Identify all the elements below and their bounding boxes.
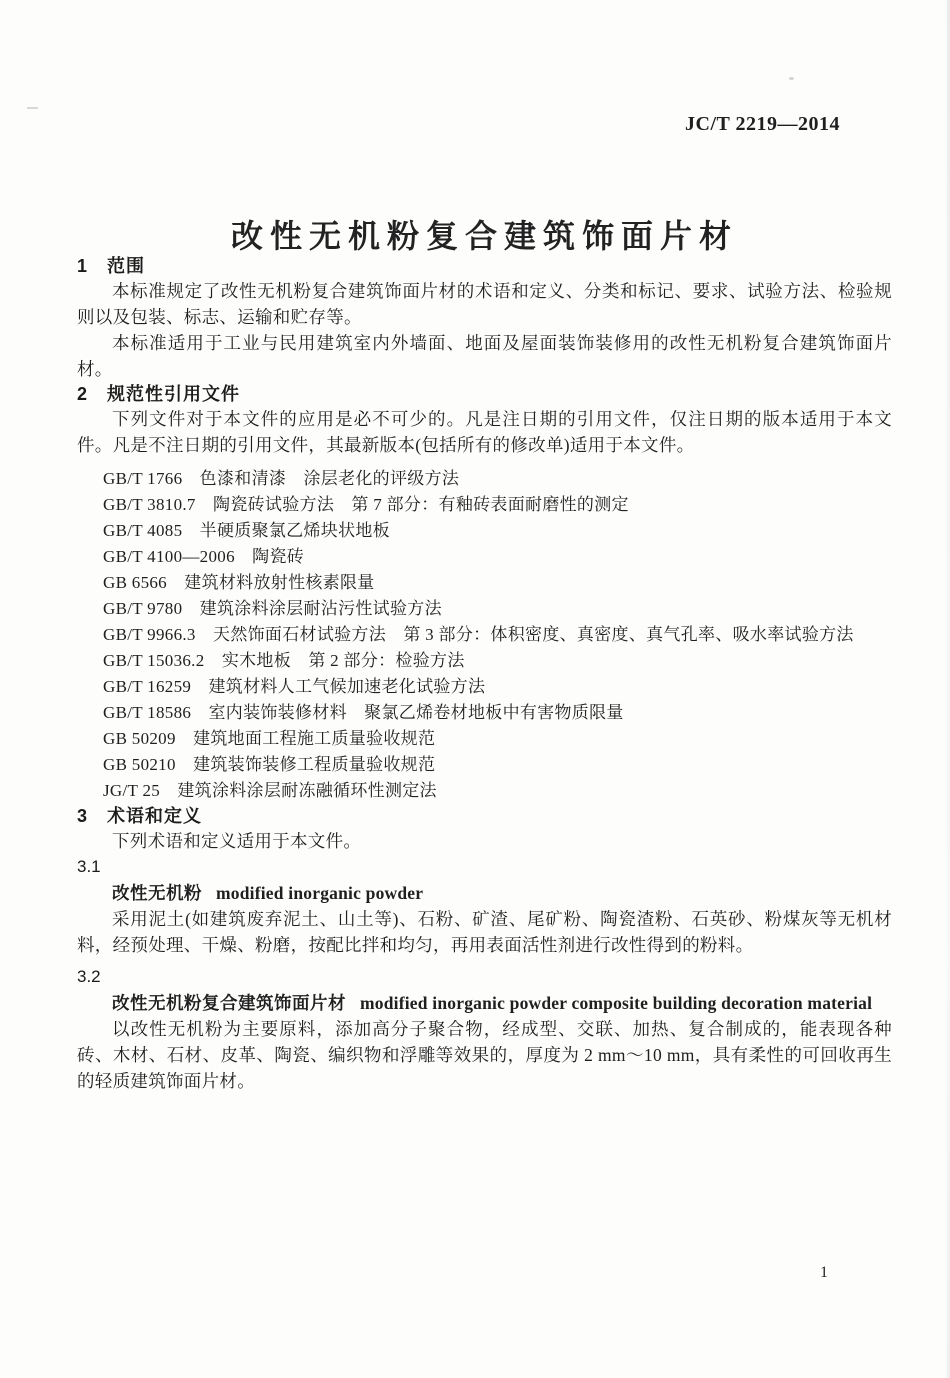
term-1: [77, 880, 892, 906]
reference-item: GB 6566 建筑材料放射性核素限量: [103, 573, 375, 592]
scan-artifact-dash: [27, 107, 38, 109]
term-2: [77, 990, 892, 1016]
reference-list: [77, 466, 892, 804]
term-2-zh: 改性无机粉复合建筑饰面片材: [112, 993, 346, 1013]
page-content: [77, 0, 892, 1094]
scope-paragraph-1: 本标准规定了改性无机粉复合建筑饰面片材的术语和定义、分类和标记、要求、试验方法、检验规则以及包装、标志、运输和贮存等。: [77, 281, 892, 327]
reference-item: GB/T 1766 色漆和清漆 涂层老化的评级方法: [103, 469, 460, 488]
reference-item: GB/T 9780 建筑涂料涂层耐沾污性试验方法: [103, 599, 442, 618]
terms-intro: 下列术语和定义适用于本文件。: [112, 831, 362, 851]
reference-item: GB/T 4085 半硬质聚氯乙烯块状地板: [103, 521, 390, 540]
term-1-definition: 采用泥土(如建筑废弃泥土、山土等)、石粉、矿渣、尾矿粉、陶瓷渣粉、石英砂、粉煤灰等无机材料，经预处理、干燥、粉磨，按配比拌和均匀，再用表面活性剂进行改性得到的粉料。: [77, 909, 892, 955]
term-1-zh: 改性无机粉: [112, 883, 202, 903]
section-heading-scope: 1 范围: [77, 256, 146, 276]
standard-code: JC/T 2219—2014: [685, 113, 840, 135]
page-number: 1: [820, 1264, 828, 1281]
references-intro: 下列文件对于本文件的应用是必不可少的。凡是注日期的引用文件，仅注日期的版本适用于本文件。凡是不注日期的引用文件，其最新版本(包括所有的修改单)适用于本文件。: [77, 409, 892, 455]
term-1-en: modified inorganic powder: [216, 883, 424, 903]
reference-item: GB/T 16259 建筑材料人工气候加速老化试验方法: [103, 677, 486, 696]
reference-item: JG/T 25 建筑涂料涂层耐冻融循环性测定法: [103, 781, 437, 800]
clause-number-3-2: 3.2: [77, 967, 101, 986]
scope-paragraph-2: 本标准适用于工业与民用建筑室内外墙面、地面及屋面装饰装修用的改性无机粉复合建筑饰面片材。: [77, 333, 892, 379]
reference-item: GB/T 15036.2 实木地板 第 2 部分：检验方法: [103, 651, 465, 670]
reference-item: GB 50210 建筑装饰装修工程质量验收规范: [103, 755, 436, 774]
reference-item: GB 50209 建筑地面工程施工质量验收规范: [103, 729, 436, 748]
document-title: 改性无机粉复合建筑饰面片材: [230, 218, 738, 254]
reference-item: GB/T 4100—2006 陶瓷砖: [103, 547, 305, 566]
section-heading-references: 2 规范性引用文件: [77, 384, 241, 404]
reference-item: GB/T 18586 室内装饰装修材料 聚氯乙烯卷材地板中有害物质限量: [103, 703, 624, 722]
reference-item: GB/T 3810.7 陶瓷砖试验方法 第 7 部分：有釉砖表面耐磨性的测定: [103, 495, 629, 514]
term-2-definition: 以改性无机粉为主要原料，添加高分子聚合物，经成型、交联、加热、复合制成的，能表现各种砖、木材、石材、皮革、陶瓷、编织物和浮雕等效果的，厚度为 2 mm～10 mm，具有柔性的可回收再生的轻质建筑饰面片材。: [77, 1019, 892, 1091]
reference-item: GB/T 9966.3 天然饰面石材试验方法 第 3 部分：体积密度、真密度、真气孔率、吸水率试验方法: [103, 625, 854, 644]
section-heading-terms: 3 术语和定义: [77, 806, 203, 826]
clause-number-3-1: 3.1: [77, 857, 101, 876]
term-2-en: modified inorganic powder composite building decoration material: [360, 993, 873, 1013]
